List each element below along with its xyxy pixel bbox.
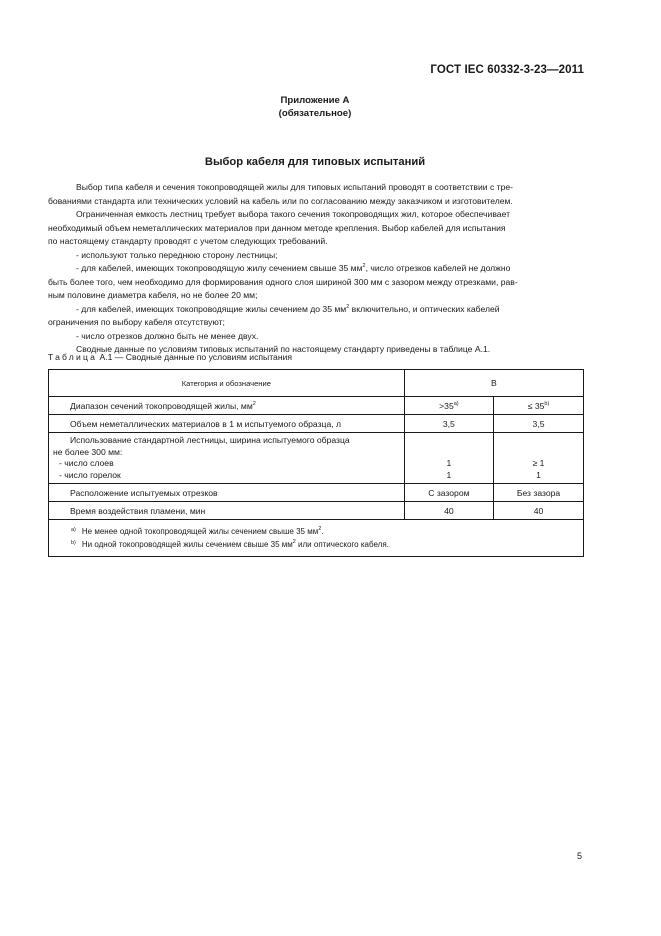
paragraph-line: бованиями стандарта или технических условий на кабель или по согласованию между заказчиком и изготовителем. bbox=[48, 195, 513, 206]
cell-value: ≥ 1 bbox=[532, 458, 545, 468]
superscript: 2 bbox=[292, 538, 296, 545]
paragraph-line: Ограниченная емкость лестниц требует выбора такого сечения токопроводящих жил, которое обеспечивает bbox=[76, 209, 511, 219]
superscript: 2 bbox=[252, 400, 256, 407]
text-fragment: - для кабелей, имеющих токопроводящие жилы сечением до 35 мм bbox=[76, 303, 347, 314]
text-fragment: ≤ 35 bbox=[527, 400, 545, 411]
text-fragment: . bbox=[321, 527, 324, 536]
cell: Без зазора bbox=[494, 484, 584, 502]
cell bbox=[494, 433, 584, 484]
cell: 3,5 bbox=[494, 415, 584, 433]
table-header-row bbox=[49, 370, 584, 397]
cell-value: 1 bbox=[446, 469, 452, 480]
row-label: Расположение испытуемых отрезков bbox=[49, 484, 405, 502]
annex-title: Приложение А bbox=[280, 95, 350, 106]
text-fragment: или оптического кабеля. bbox=[295, 539, 389, 549]
cell bbox=[404, 433, 493, 484]
paragraph-line: необходимый объем неметаллических материалов при данном методе крепления. Выбор кабелей для испытания bbox=[48, 222, 506, 233]
paragraph-line: быть более того, чем необходимо для формирования одного слоя шириной 300 мм с зазором между отрезками, рав- bbox=[48, 276, 518, 287]
text-fragment: включительно, и оптических кабелей bbox=[349, 303, 500, 314]
table-row bbox=[49, 433, 584, 484]
superscript: 2 bbox=[362, 263, 366, 269]
text-fragment: Диапазон сечений токопроводящей жилы, мм bbox=[70, 400, 253, 411]
cell-value: 1 bbox=[536, 469, 541, 480]
section-title: Выбор кабеля для типовых испытаний bbox=[204, 156, 426, 168]
row-label-line: не более 300 мм: bbox=[53, 446, 123, 457]
footnote-mark: а) bbox=[71, 527, 76, 533]
paragraph-line: по настоящему стандарту проводят с учетом следующих требований. bbox=[48, 236, 328, 246]
header-category: Категория и обозначение bbox=[49, 370, 405, 397]
page-number: 5 bbox=[577, 851, 583, 861]
row-label bbox=[49, 433, 405, 484]
cell bbox=[494, 397, 584, 415]
caption-text: А.1 — Сводные данные по условиям испытания bbox=[97, 352, 293, 362]
annex-status: (обязательное) bbox=[278, 108, 352, 119]
cell bbox=[404, 397, 493, 415]
text-fragment: , число отрезков кабелей не должно bbox=[365, 263, 511, 273]
list-item: - используют только переднюю сторону лестницы; bbox=[76, 249, 278, 260]
list-item bbox=[48, 303, 584, 317]
footnote-a bbox=[71, 525, 583, 538]
body-text bbox=[48, 181, 584, 357]
cell: 40 bbox=[404, 502, 493, 520]
text-fragment: >35 bbox=[439, 400, 454, 411]
row-sublabel: - число слоев bbox=[59, 458, 114, 468]
table-notes bbox=[49, 520, 584, 557]
caption-word: Таблица bbox=[48, 352, 98, 362]
footnote-mark: b) bbox=[71, 539, 76, 546]
text-fragment: Не менее одной токопроводящей жилы сечением свыше 35 мм bbox=[81, 527, 319, 536]
list-item bbox=[48, 262, 584, 276]
table-row bbox=[49, 502, 584, 520]
paragraph-line: Выбор типа кабеля и сечения токопроводящей жилы для типовых испытаний проводят в соответствии с тре- bbox=[76, 182, 514, 192]
row-label: Время воздействия пламени, мин bbox=[49, 502, 405, 520]
cell: 40 bbox=[494, 502, 584, 520]
footnote-b bbox=[71, 538, 583, 551]
superscript: b) bbox=[544, 400, 550, 407]
cell-value: 1 bbox=[446, 458, 452, 468]
superscript: а) bbox=[453, 400, 459, 407]
table-row bbox=[49, 397, 584, 415]
list-item: - число отрезков должно быть не менее двух. bbox=[76, 330, 259, 341]
cell: С зазором bbox=[404, 484, 493, 502]
standard-designation: ГОСТ IEC 60332-3-23—2011 bbox=[430, 64, 584, 76]
text-fragment: - для кабелей, имеющих токопроводящую жилу сечением свыше 35 мм bbox=[76, 263, 363, 273]
superscript: 2 bbox=[318, 526, 322, 532]
row-label: Объем неметаллических материалов в 1 м испытуемого образца, л bbox=[49, 415, 405, 433]
row-label-line: Использование стандартной лестницы, ширина испытуемого образца bbox=[70, 435, 350, 445]
summary-table bbox=[48, 369, 584, 557]
paragraph-line: Сводные данные по условиям типовых испытаний по настоящему стандарту приведены в таблице А.1. bbox=[76, 344, 491, 354]
table-notes-row bbox=[49, 520, 584, 557]
table-row bbox=[49, 415, 584, 433]
text-fragment: Ни одной токопроводящей жилы сечением свыше 35 мм bbox=[81, 539, 293, 549]
header-category-b: B bbox=[404, 370, 583, 397]
row-label bbox=[49, 397, 405, 415]
row-sublabel: - число горелок bbox=[59, 469, 121, 480]
table-row bbox=[49, 484, 584, 502]
paragraph-line: ограничения по выбору кабеля отсутствуют; bbox=[48, 317, 225, 327]
paragraph-line: ным половине диаметра кабеля, но не более 20 мм; bbox=[48, 290, 258, 300]
superscript: 2 bbox=[346, 303, 350, 310]
table-caption bbox=[48, 352, 292, 362]
cell: 3,5 bbox=[404, 415, 493, 433]
